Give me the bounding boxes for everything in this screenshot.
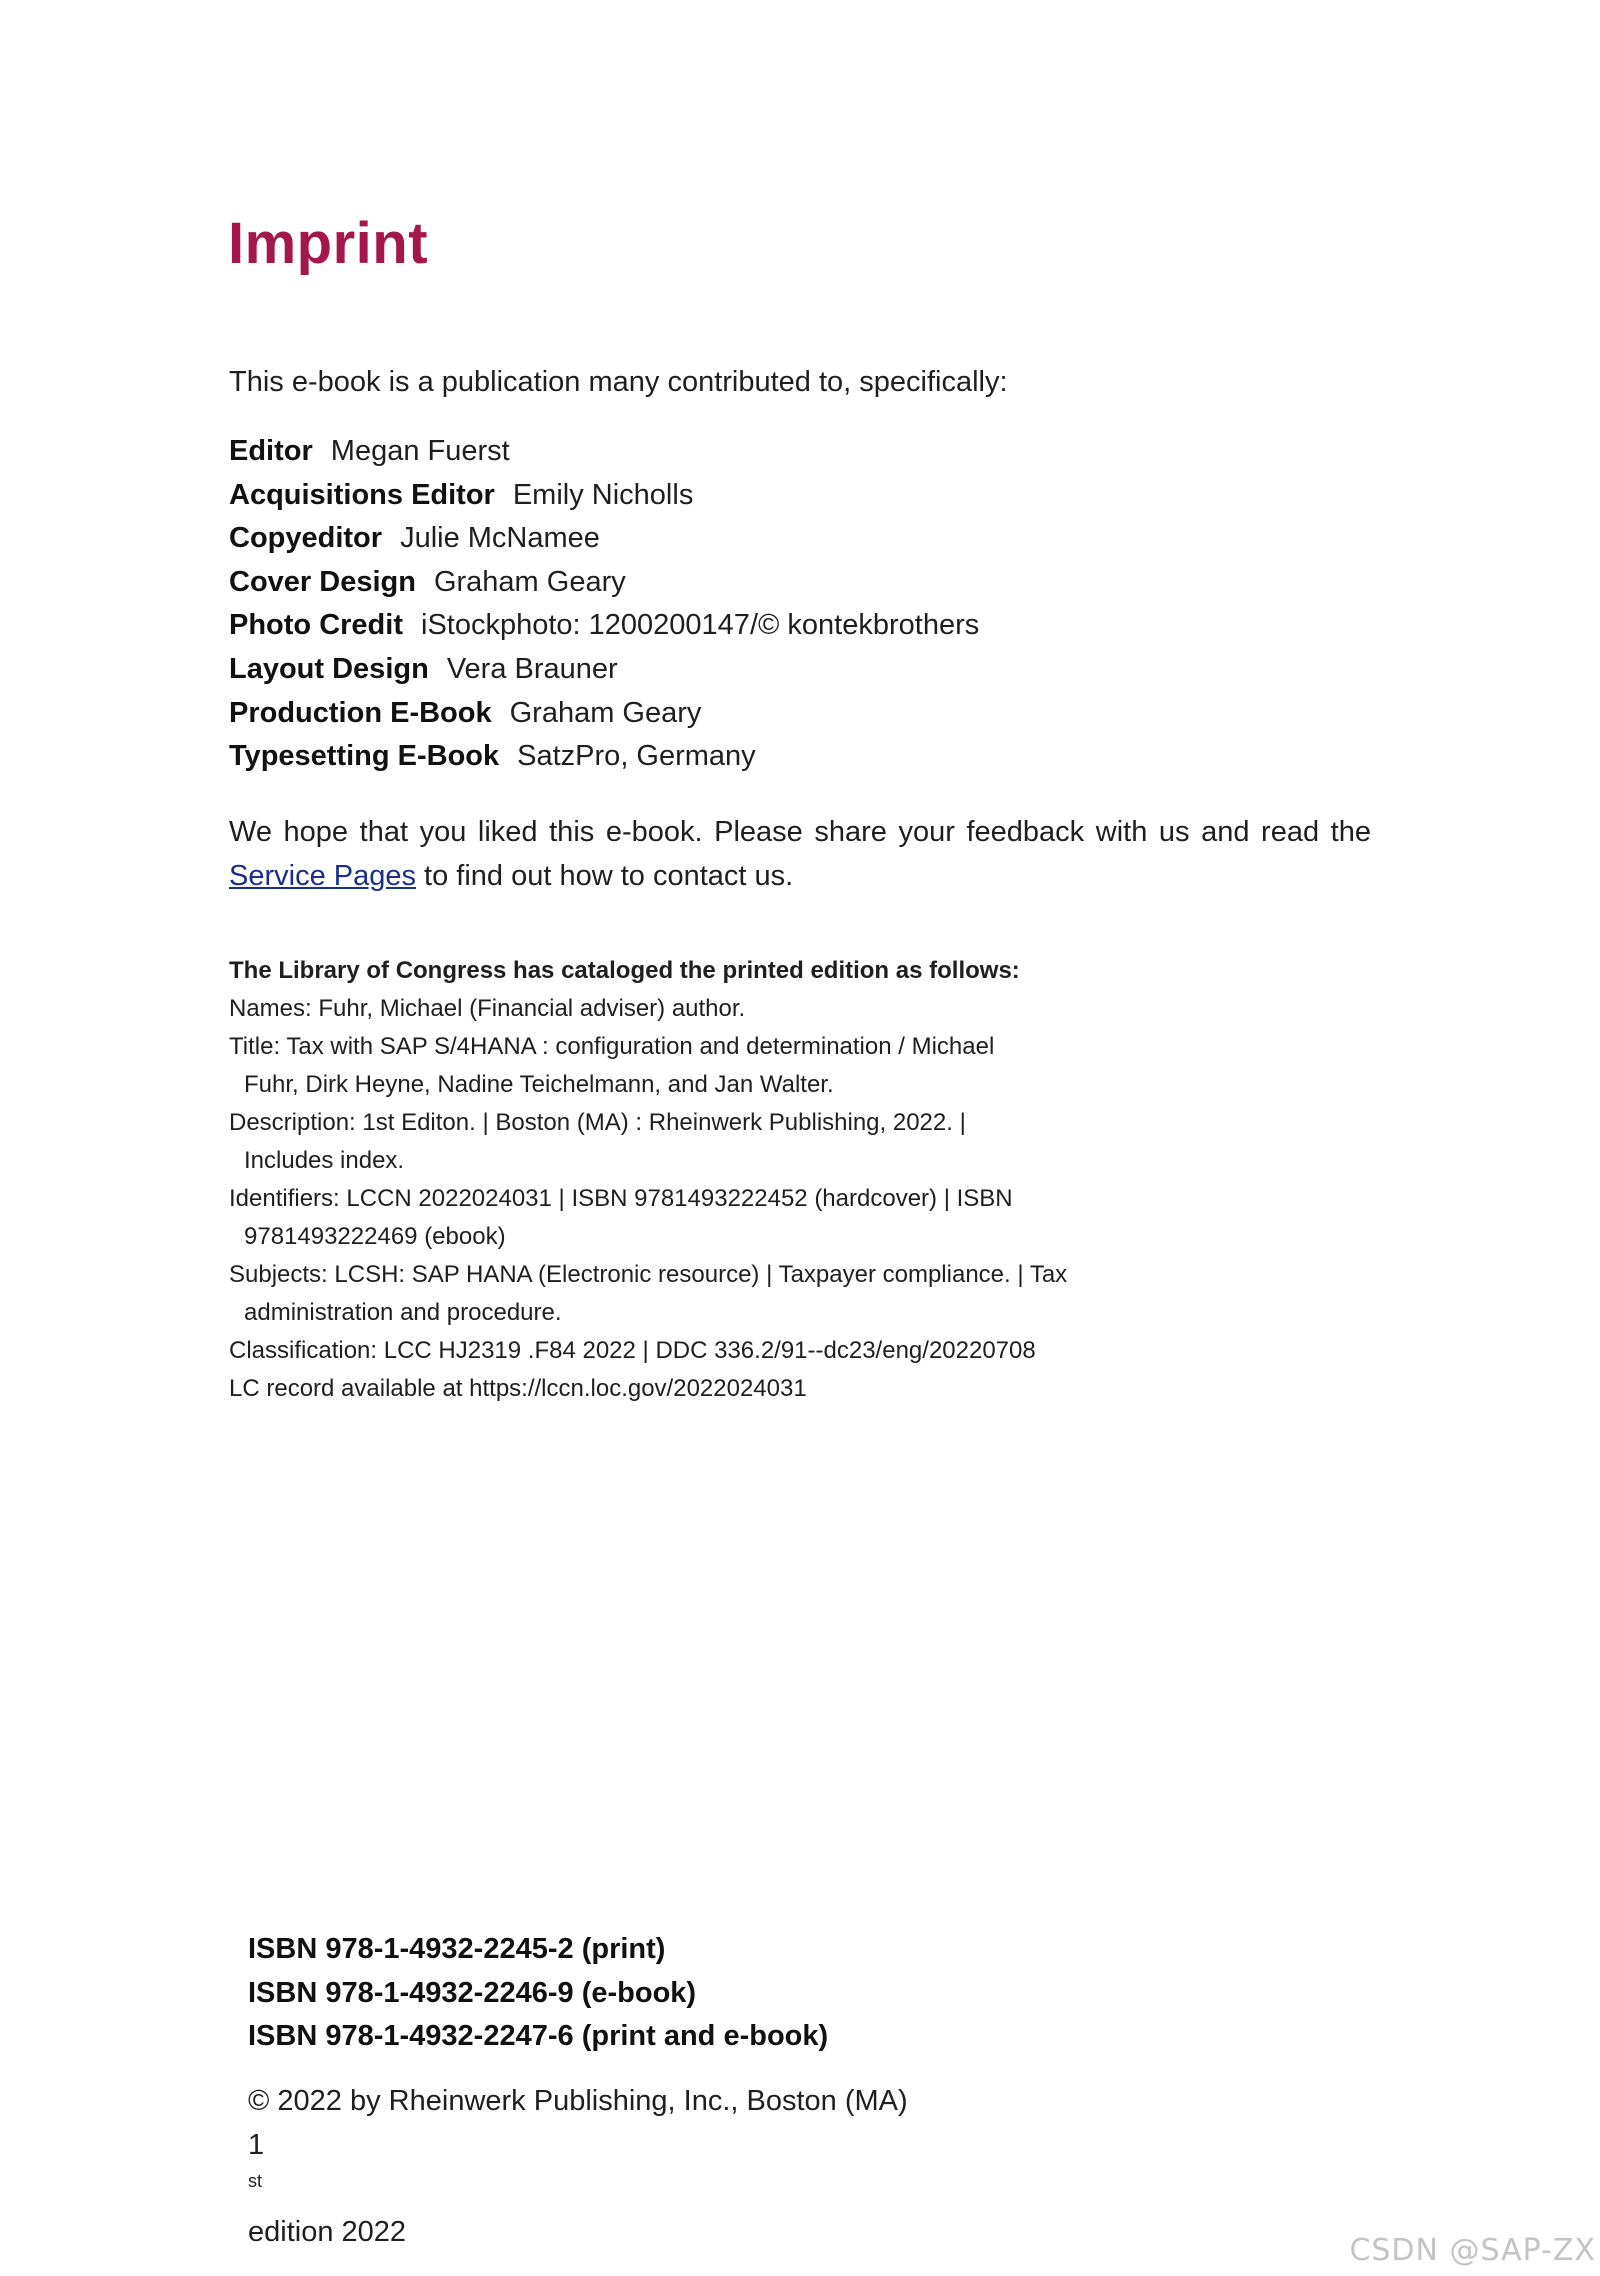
credit-role: Photo Credit (229, 609, 403, 642)
cip-title: Title: Tax with SAP S/4HANA : configuration and determination / Michael (229, 1033, 995, 1060)
credit-item (229, 474, 979, 518)
cip-identifiers-continued: 9781493222469 (ebook) (244, 1223, 506, 1250)
copyright-block (248, 2080, 908, 2254)
cip-identifiers: Identifiers: LCCN 2022024031 | ISBN 9781493222452 (hardcover) | ISBN (229, 1185, 1013, 1212)
isbn-list (248, 1928, 828, 2059)
edition-text: edition 2022 (248, 2215, 407, 2248)
credit-role: Cover Design (229, 565, 416, 598)
credit-item (229, 692, 979, 736)
edition-line (248, 2124, 908, 2255)
credit-item (229, 430, 979, 474)
cip-lc-record: LC record available at https://lccn.loc.gov/2022024031 (229, 1375, 807, 1402)
credit-name: Megan Fuerst (330, 435, 510, 467)
credit-role: Acquisitions Editor (229, 478, 495, 511)
cip-classification: Classification: LCC HJ2319 .F84 2022 | DDC 336.2/91--dc23/eng/20220708 (229, 1337, 1036, 1364)
cip-title-continued: Fuhr, Dirk Heyne, Nadine Teichelmann, and Jan Walter. (244, 1071, 834, 1098)
copyright-line: © 2022 by Rheinwerk Publishing, Inc., Boston (MA) (248, 2085, 908, 2117)
edition-ordinal-suffix: st (248, 2171, 263, 2191)
isbn-print-and-ebook: ISBN 978-1-4932-2247-6 (print and e-book) (248, 2020, 829, 2052)
service-pages-link[interactable]: Service Pages (229, 860, 416, 892)
cip-data-block (229, 952, 1067, 1408)
credit-name: iStockphoto: 1200200147/© kontekbrothers (421, 609, 980, 642)
cip-description: Description: 1st Editon. | Boston (MA) : Rheinwerk Publishing, 2022. | (229, 1109, 966, 1136)
credit-name: SatzPro, Germany (517, 740, 756, 773)
credit-item (229, 648, 979, 692)
isbn-print: ISBN 978-1-4932-2245-2 (print) (248, 1933, 666, 1965)
feedback-text-after: to find out how to contact us. (416, 860, 794, 892)
credit-role: Layout Design (229, 652, 429, 685)
credit-name: Vera Brauner (446, 652, 618, 685)
feedback-text-before: We hope that you liked this e-book. Please share your feedback with us and read the (229, 816, 1371, 848)
credit-role: Production E-Book (229, 696, 492, 729)
edition-number: 1 (248, 2128, 265, 2161)
credit-item (229, 561, 979, 605)
feedback-paragraph (229, 810, 1371, 898)
watermark: CSDN @SAP-ZX (1349, 2233, 1596, 2268)
page-title: Imprint (228, 211, 429, 276)
cip-heading: The Library of Congress has cataloged the printed edition as follows: (229, 957, 1020, 984)
credit-role: Editor (229, 435, 313, 467)
credits-list (229, 430, 979, 779)
credit-role: Typesetting E-Book (229, 740, 500, 773)
credit-name: Graham Geary (509, 696, 702, 729)
credit-name: Graham Geary (433, 565, 626, 598)
cip-subjects: Subjects: LCSH: SAP HANA (Electronic resource) | Taxpayer compliance. | Tax (229, 1261, 1068, 1288)
credit-role: Copyeditor (229, 522, 383, 555)
credit-name: Emily Nicholls (512, 478, 694, 511)
intro-text: This e-book is a publication many contributed to, specifically: (229, 366, 1008, 398)
cip-subjects-continued: administration and procedure. (244, 1299, 562, 1326)
credit-item (229, 517, 979, 561)
cip-description-continued: Includes index. (244, 1147, 405, 1174)
credit-item (229, 735, 979, 779)
credit-name: Julie McNamee (400, 522, 600, 555)
isbn-ebook: ISBN 978-1-4932-2246-9 (e-book) (248, 1976, 697, 2009)
cip-names: Names: Fuhr, Michael (Financial adviser) author. (229, 995, 746, 1022)
credit-item (229, 604, 979, 648)
